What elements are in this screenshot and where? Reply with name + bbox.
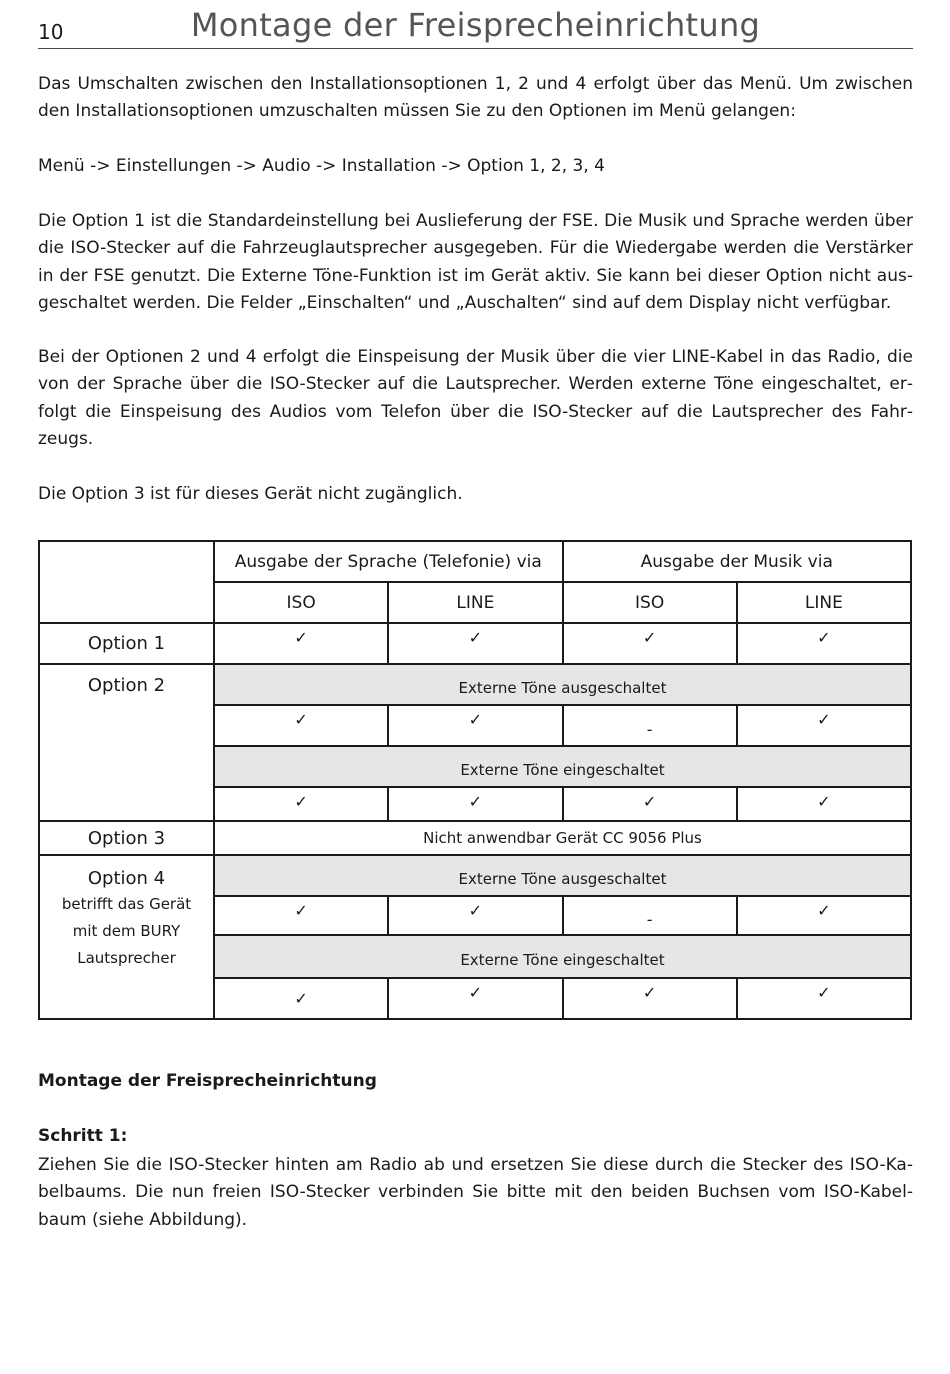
step-label: Schritt 1: bbox=[38, 1126, 128, 1146]
not-applicable-cell: Nicht anwendbar Gerät CC 9056 Plus bbox=[214, 821, 911, 855]
intro-paragraph: Das Umschalten zwischen den Installationsoptionen 1, 2 und 4 erfolgt über das Menü. Um zwischen den Installationsoptionen umzuschalten müssen Sie zu den Optionen im Menü gelangen: bbox=[38, 74, 913, 122]
check-mark: ✓ bbox=[214, 787, 388, 821]
check-mark: ✓ bbox=[388, 787, 562, 821]
check-mark: ✓ bbox=[214, 978, 388, 1019]
check-mark: ✓ bbox=[388, 978, 562, 1019]
check-mark: ✓ bbox=[214, 896, 388, 935]
col-header-music-line: LINE bbox=[737, 582, 911, 623]
option3-paragraph: Die Option 3 ist für dieses Gerät nicht zugänglich. bbox=[38, 484, 463, 504]
page-header bbox=[38, 6, 913, 49]
external-tones-on-row: Externe Töne eingeschaltet bbox=[214, 746, 911, 787]
col-header-speech-line: LINE bbox=[388, 582, 562, 623]
option4-label-cell bbox=[39, 855, 214, 1019]
col-header-music-iso: ISO bbox=[563, 582, 737, 623]
option1-paragraph: Die Option 1 ist die Standardeinstellung bei Auslieferung der FSE. Die Musik und Sprache werden über die ISO-Stecker auf die Fahrzeuglautsprecher ausgegeben. Für die Wiedergabe werden die Verstärker in der FSE genutzt. Die Externe Töne-Funktion ist im Gerät aktiv. Sie kann bei dieser Option nicht ausgeschaltet werden. Die Felder „Einschalten“ und „Auschalten“ sind auf dem Display nicht verfügbar. bbox=[38, 211, 913, 313]
check-mark: ✓ bbox=[214, 623, 388, 664]
check-mark: ✓ bbox=[563, 623, 737, 664]
speech-group-header: Ausgabe der Sprache (Telefonie) via bbox=[214, 541, 563, 582]
option3-label: Option 3 bbox=[39, 821, 214, 855]
options-table bbox=[38, 540, 912, 1020]
check-mark: ✓ bbox=[737, 896, 911, 935]
check-mark: ✓ bbox=[737, 978, 911, 1019]
page-number: 10 bbox=[38, 20, 64, 44]
dash-mark: - bbox=[563, 705, 737, 746]
check-mark: ✓ bbox=[563, 787, 737, 821]
menu-path: Menü -> Einstellungen -> Audio -> Installation -> Option 1, 2, 3, 4 bbox=[38, 156, 605, 176]
check-mark: ✓ bbox=[737, 623, 911, 664]
section-heading: Montage der Freisprecheinrichtung bbox=[38, 1071, 377, 1091]
dash-mark: - bbox=[563, 896, 737, 935]
option4-label: Option 4 bbox=[87, 868, 166, 889]
page-title: Montage der Freisprecheinrichtung bbox=[190, 6, 761, 44]
option4-note-line: Lautsprecher bbox=[77, 949, 176, 967]
check-mark: ✓ bbox=[388, 623, 562, 664]
option24-paragraph: Bei der Optionen 2 und 4 erfolgt die Einspeisung der Musik über die vier LINE-Kabel in das Radio, die von der Sprache über die ISO-Stecker auf die Lautsprecher. Werden externe Töne eingeschaltet, erfolgt die Einspeisung des Audios vom Telefon über die ISO-Stecker auf die Lautsprecher des Fahrzeugs. bbox=[38, 347, 913, 449]
option2-label: Option 2 bbox=[39, 664, 214, 821]
music-group-header: Ausgabe der Musik via bbox=[563, 541, 912, 582]
step-text: Ziehen Sie die ISO-Stecker hinten am Radio ab und ersetzen Sie diese durch die Stecker des ISO-Kabelbaums. Die nun freien ISO-Stecker verbinden Sie bitte mit den beiden Buchsen vom ISO-Kabelbaum (siehe Abbildung). bbox=[38, 1155, 913, 1230]
external-tones-off-row: Externe Töne ausgeschaltet bbox=[214, 664, 911, 705]
empty-corner-cell bbox=[39, 541, 214, 623]
check-mark: ✓ bbox=[737, 705, 911, 746]
external-tones-on-row: Externe Töne eingeschaltet bbox=[214, 935, 911, 978]
option1-label: Option 1 bbox=[39, 623, 214, 664]
option4-note-line: betrifft das Gerät bbox=[61, 895, 192, 913]
check-mark: ✓ bbox=[388, 896, 562, 935]
check-mark: ✓ bbox=[737, 787, 911, 821]
external-tones-off-row: Externe Töne ausgeschaltet bbox=[214, 855, 911, 896]
col-header-speech-iso: ISO bbox=[214, 582, 388, 623]
check-mark: ✓ bbox=[563, 978, 737, 1019]
check-mark: ✓ bbox=[388, 705, 562, 746]
check-mark: ✓ bbox=[214, 705, 388, 746]
option4-note-line: mit dem BURY bbox=[72, 922, 181, 940]
